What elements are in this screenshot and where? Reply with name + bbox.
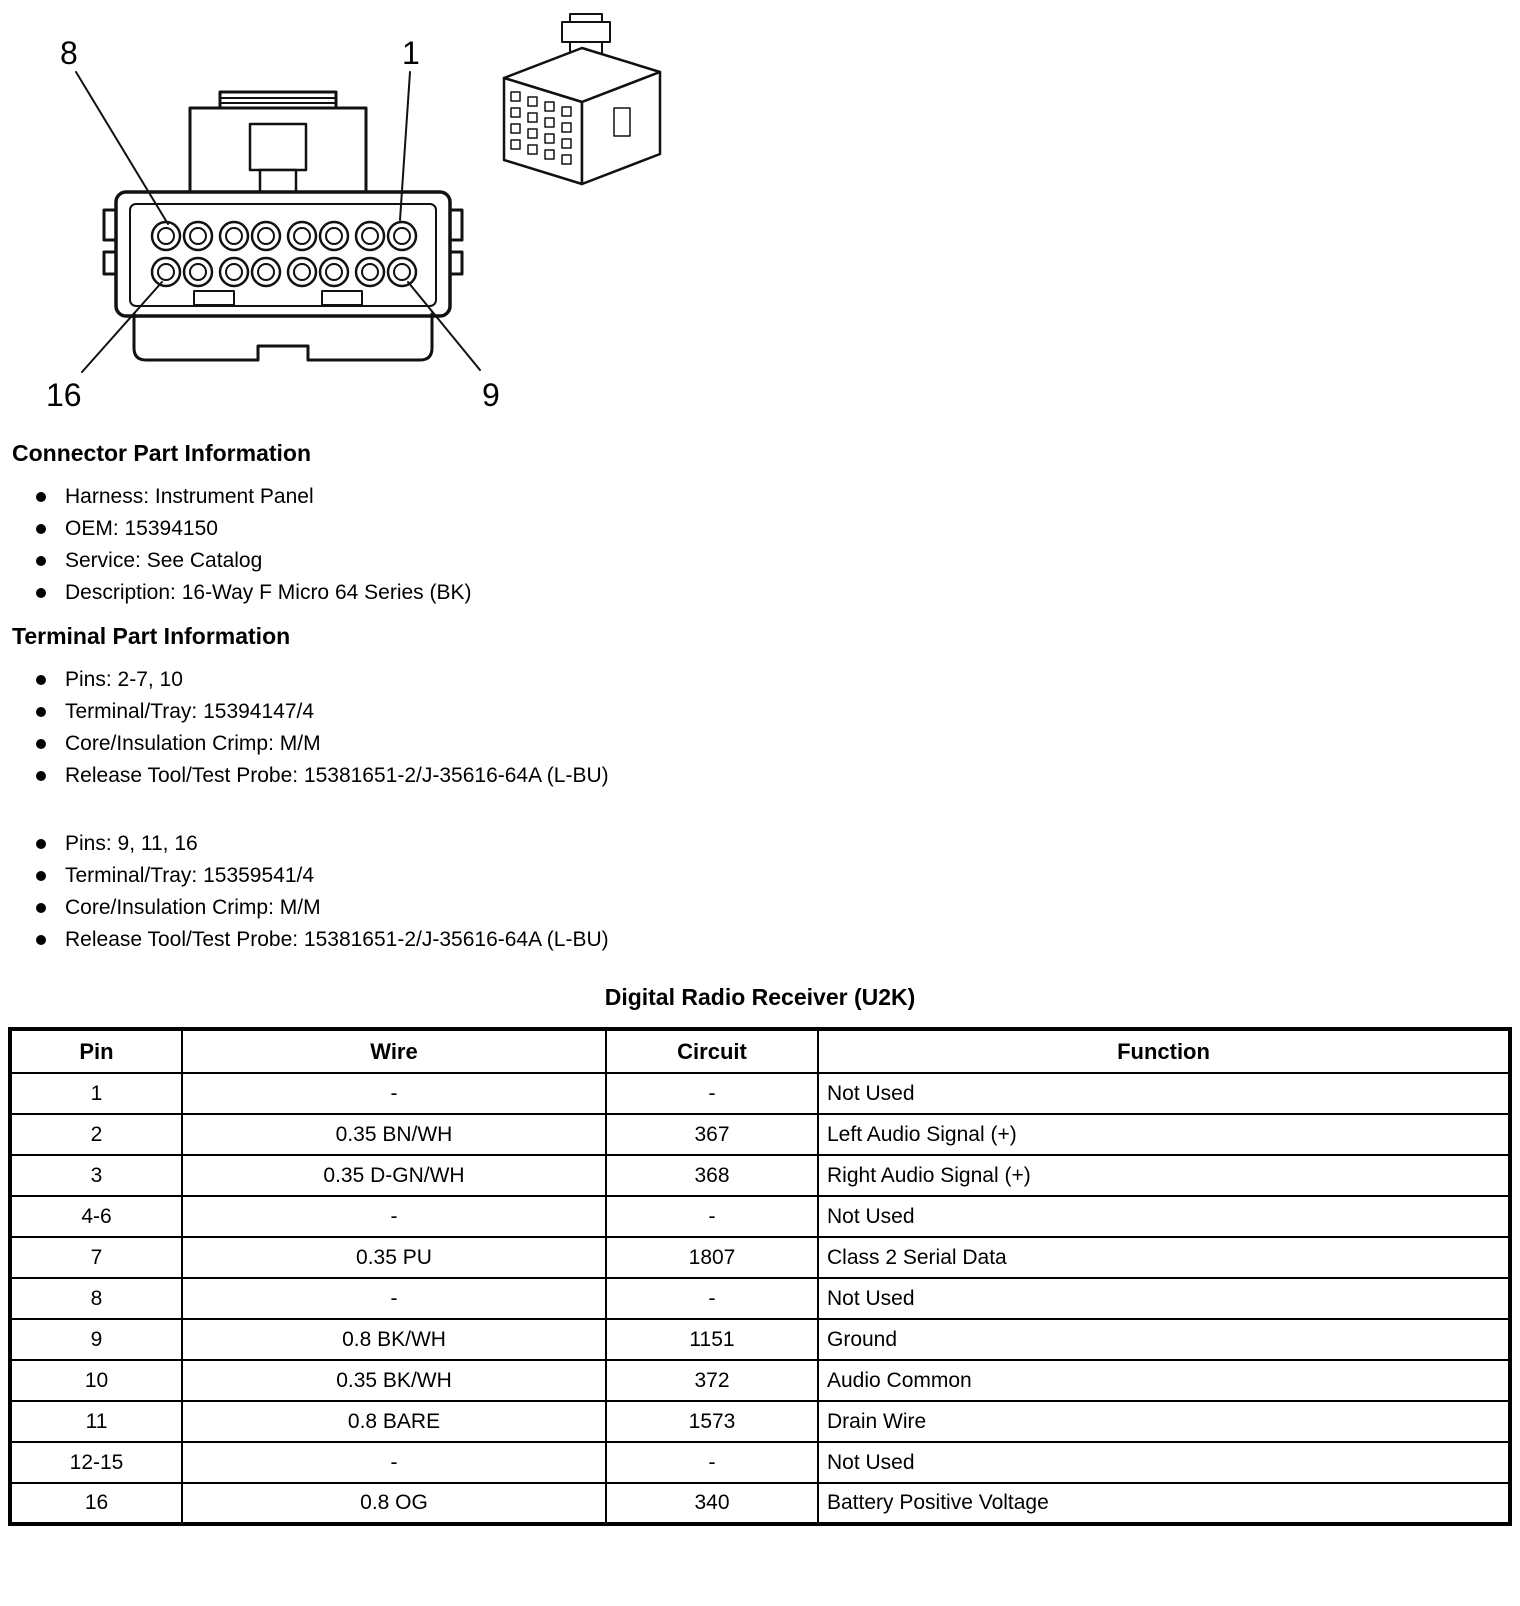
bullet-text: Terminal/Tray: 15359541/4 (65, 864, 315, 887)
bullet-text: Harness: Instrument Panel (65, 485, 314, 508)
bullet-text: Service: See Catalog (65, 549, 263, 572)
list-item (36, 860, 1520, 892)
pinout-table (8, 1027, 1512, 1526)
cell-function: Not Used (818, 1196, 1510, 1237)
table-row (10, 1073, 1510, 1114)
header-circuit: Circuit (606, 1029, 818, 1073)
list-item (36, 481, 1520, 513)
connector-diagram (18, 8, 678, 432)
bullet-icon (36, 739, 46, 749)
cell-circuit: - (606, 1073, 818, 1114)
cell-pin: 16 (10, 1483, 182, 1524)
cell-wire: - (182, 1278, 606, 1319)
connector-front-view (104, 92, 462, 360)
cell-function: Left Audio Signal (+) (818, 1114, 1510, 1155)
bullet-icon (36, 675, 46, 685)
cell-wire: 0.8 BK/WH (182, 1319, 606, 1360)
cell-function: Right Audio Signal (+) (818, 1155, 1510, 1196)
cell-function: Battery Positive Voltage (818, 1483, 1510, 1524)
cell-wire: 0.35 BK/WH (182, 1360, 606, 1401)
bullet-text: Core/Insulation Crimp: M/M (65, 732, 321, 755)
list-item (36, 728, 1520, 760)
list-item (36, 664, 1520, 696)
cell-pin: 7 (10, 1237, 182, 1278)
list-item (36, 760, 1520, 792)
cell-pin: 1 (10, 1073, 182, 1114)
cell-function: Ground (818, 1319, 1510, 1360)
cell-wire: 0.8 OG (182, 1483, 606, 1524)
bullet-icon (36, 707, 46, 717)
bullet-icon (36, 771, 46, 781)
bullet-icon (36, 492, 46, 502)
bullet-icon (36, 839, 46, 849)
table-row (10, 1196, 1510, 1237)
pin-label-1: 1 (402, 35, 420, 71)
cell-circuit: - (606, 1196, 818, 1237)
cell-circuit: 1807 (606, 1237, 818, 1278)
table-row (10, 1360, 1510, 1401)
cell-pin: 11 (10, 1401, 182, 1442)
pin-label-8: 8 (60, 35, 78, 71)
cell-wire: 0.35 D-GN/WH (182, 1155, 606, 1196)
cell-wire: - (182, 1196, 606, 1237)
list-item (36, 924, 1520, 956)
header-pin: Pin (10, 1029, 182, 1073)
cell-pin: 2 (10, 1114, 182, 1155)
connector-info-list (0, 481, 1520, 609)
list-item (36, 892, 1520, 924)
bullet-text: OEM: 15394150 (65, 517, 218, 540)
cell-wire: 0.35 BN/WH (182, 1114, 606, 1155)
cell-circuit: 368 (606, 1155, 818, 1196)
group-gap (0, 806, 1520, 828)
pin-label-16: 16 (46, 377, 82, 413)
list-item (36, 513, 1520, 545)
header-function: Function (818, 1029, 1510, 1073)
connector-info-heading: Connector Part Information (12, 440, 312, 466)
cell-circuit: - (606, 1442, 818, 1483)
bullet-icon (36, 556, 46, 566)
terminal-info-group-2 (0, 828, 1520, 956)
table-row (10, 1114, 1510, 1155)
table-header-row (10, 1029, 1510, 1073)
table-row (10, 1401, 1510, 1442)
table-row (10, 1483, 1510, 1524)
cell-pin: 8 (10, 1278, 182, 1319)
cell-circuit: 372 (606, 1360, 818, 1401)
connector-3d-view (504, 14, 660, 184)
list-item (36, 577, 1520, 609)
bullet-icon (36, 903, 46, 913)
connector-top-cap (220, 92, 336, 108)
cell-pin: 10 (10, 1360, 182, 1401)
cell-circuit: 367 (606, 1114, 818, 1155)
cell-pin: 4-6 (10, 1196, 182, 1237)
cell-wire: - (182, 1442, 606, 1483)
bullet-text: Release Tool/Test Probe: 15381651-2/J-35616-64A (L-BU) (65, 764, 609, 787)
cell-circuit: - (606, 1278, 818, 1319)
bullet-text: Pins: 9, 11, 16 (65, 832, 198, 855)
terminal-info-heading: Terminal Part Information (12, 623, 291, 649)
cell-circuit: 1151 (606, 1319, 818, 1360)
bullet-icon (36, 871, 46, 881)
terminal-info-group-1 (0, 664, 1520, 792)
table-row (10, 1155, 1510, 1196)
table-row (10, 1319, 1510, 1360)
bullet-text: Terminal/Tray: 15394147/4 (65, 700, 315, 723)
bullet-icon (36, 588, 46, 598)
cell-wire: 0.35 PU (182, 1237, 606, 1278)
cell-function: Audio Common (818, 1360, 1510, 1401)
cell-pin: 12-15 (10, 1442, 182, 1483)
table-row (10, 1442, 1510, 1483)
cell-circuit: 1573 (606, 1401, 818, 1442)
bullet-text: Core/Insulation Crimp: M/M (65, 896, 321, 919)
connector-diagram-area (0, 0, 1520, 440)
cell-wire: - (182, 1073, 606, 1114)
cell-function: Drain Wire (818, 1401, 1510, 1442)
list-item (36, 696, 1520, 728)
pin-label-9: 9 (482, 377, 500, 413)
table-title: Digital Radio Receiver (U2K) (604, 984, 916, 1010)
bullet-icon (36, 524, 46, 534)
cell-pin: 3 (10, 1155, 182, 1196)
table-row (10, 1278, 1510, 1319)
bullet-icon (36, 935, 46, 945)
connector-bottom-skirt (134, 314, 432, 360)
list-item (36, 545, 1520, 577)
cell-circuit: 340 (606, 1483, 818, 1524)
table-row (10, 1237, 1510, 1278)
bullet-text: Description: 16-Way F Micro 64 Series (BK) (65, 581, 472, 604)
list-item (36, 828, 1520, 860)
cell-function: Not Used (818, 1442, 1510, 1483)
cell-wire: 0.8 BARE (182, 1401, 606, 1442)
bullet-text: Pins: 2-7, 10 (65, 668, 183, 691)
header-wire: Wire (182, 1029, 606, 1073)
cell-function: Not Used (818, 1073, 1510, 1114)
cell-pin: 9 (10, 1319, 182, 1360)
bullet-text: Release Tool/Test Probe: 15381651-2/J-35616-64A (L-BU) (65, 928, 609, 951)
cell-function: Class 2 Serial Data (818, 1237, 1510, 1278)
cell-function: Not Used (818, 1278, 1510, 1319)
